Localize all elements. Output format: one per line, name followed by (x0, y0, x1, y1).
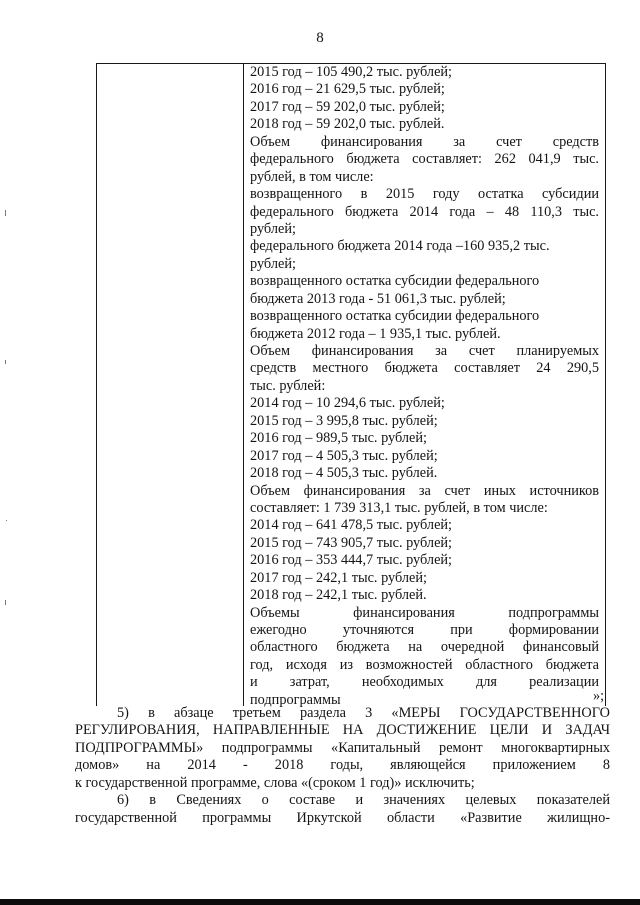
cell-line: Объем финансирования за счет средств (250, 133, 599, 150)
scan-bottom-edge (0, 899, 640, 905)
paragraph-6-line: государственной программы Иркутской области «Развитие жилищно- (75, 809, 610, 826)
cell-line: федерального бюджета 2014 года – 48 110,3 тыс. (250, 203, 599, 220)
cell-line: Объемы финансирования подпрограммы (250, 604, 599, 621)
cell-line: 2017 год – 4 505,3 тыс. рублей; (250, 447, 438, 464)
cell-line: и затрат, необходимых для реализации (250, 674, 599, 691)
cell-line: возвращенного остатка субсидии федерального (250, 308, 540, 325)
closing-quote: »; (593, 688, 605, 704)
cell-line: 2017 год – 242,1 тыс. рублей; (250, 569, 428, 586)
cell-line: составляет: 1 739 313,1 тыс. рублей, в том числе: (250, 499, 548, 516)
cell-line: Объем финансирования за счет иных источников (250, 482, 599, 499)
cell-line: Объем финансирования за счет планируемых (250, 343, 599, 359)
paragraph-5-line: ПОДПРОГРАММЫ» подпрограммы «Капитальный ремонт многоквартирных (75, 739, 610, 756)
cell-line: областного бюджета на очередной финансовый (250, 639, 599, 656)
paragraph-5-line: 5) в абзаце третьем раздела 3 «МЕРЫ ГОСУДАРСТВЕННОГО (117, 705, 610, 721)
cell-line: 2016 год – 353 444,7 тыс. рублей; (250, 552, 453, 569)
cell-line: бюджета 2013 года - 51 061,3 тыс. рублей; (250, 290, 506, 307)
cell-line: подпрограммы (250, 691, 341, 708)
paragraph-5-line: к государственной программе, слова «(сроком 1 год)» исключить; (75, 774, 475, 791)
cell-line: рублей; (250, 255, 296, 272)
cell-line: возвращенного остатка субсидии федерального (250, 273, 540, 290)
cell-line: средств местного бюджета составляет 24 290,5 (250, 360, 599, 377)
table-column-divider (243, 64, 244, 706)
cell-line: 2016 год – 21 629,5 тыс. рублей; (250, 81, 445, 98)
amendment-text (75, 705, 610, 827)
cell-line: 2015 год – 743 905,7 тыс. рублей; (250, 534, 453, 551)
cell-line: 2014 год – 10 294,6 тыс. рублей; (250, 395, 445, 412)
cell-line: 2018 год – 59 202,0 тыс. рублей. (250, 116, 445, 133)
scan-edge-dot (6, 520, 7, 521)
cell-line: год, исходя из возможностей областного бюджета (250, 656, 599, 673)
scan-edge-mark (5, 600, 6, 605)
cell-line: 2015 год – 3 995,8 тыс. рублей; (250, 412, 438, 429)
paragraph-6-line: 6) в Сведениях о составе и значениях целевых показателей (117, 792, 610, 809)
cell-line: 2018 год – 242,1 тыс. рублей. (250, 587, 427, 604)
paragraph-5-line: домов» на 2014 - 2018 годы, являющейся приложением 8 (75, 757, 610, 774)
financing-cell (250, 64, 599, 709)
cell-line: 2016 год – 989,5 тыс. рублей; (250, 430, 428, 447)
scan-edge-mark (5, 360, 6, 364)
cell-line: рублей, в том числе: (250, 168, 374, 185)
cell-line: 2018 год – 4 505,3 тыс. рублей. (250, 465, 438, 482)
paragraph-5-line: РЕГУЛИРОВАНИЯ, НАПРАВЛЕННЫЕ НА ДОСТИЖЕНИЕ ЦЕЛИ И ЗАДАЧ (75, 722, 610, 739)
cell-line: рублей; (250, 220, 296, 237)
cell-line: 2015 год – 105 490,2 тыс. рублей; (250, 64, 453, 80)
cell-line: бюджета 2012 года – 1 935,1 тыс. рублей. (250, 325, 501, 342)
cell-line: тыс. рублей: (250, 377, 326, 394)
cell-line: 2014 год – 641 478,5 тыс. рублей; (250, 517, 453, 534)
cell-line: возвращенного в 2015 году остатка субсидии (250, 186, 599, 203)
passport-table (96, 63, 606, 706)
cell-line: 2017 год – 59 202,0 тыс. рублей; (250, 98, 445, 115)
cell-line: ежегодно уточняются при формировании (250, 622, 599, 638)
cell-line: федерального бюджета составляет: 262 041,9 тыс. (250, 151, 599, 168)
scan-edge-mark (5, 210, 6, 216)
cell-line: федерального бюджета 2014 года –160 935,2 тыс. (250, 238, 550, 255)
page-number: 8 (316, 30, 324, 46)
